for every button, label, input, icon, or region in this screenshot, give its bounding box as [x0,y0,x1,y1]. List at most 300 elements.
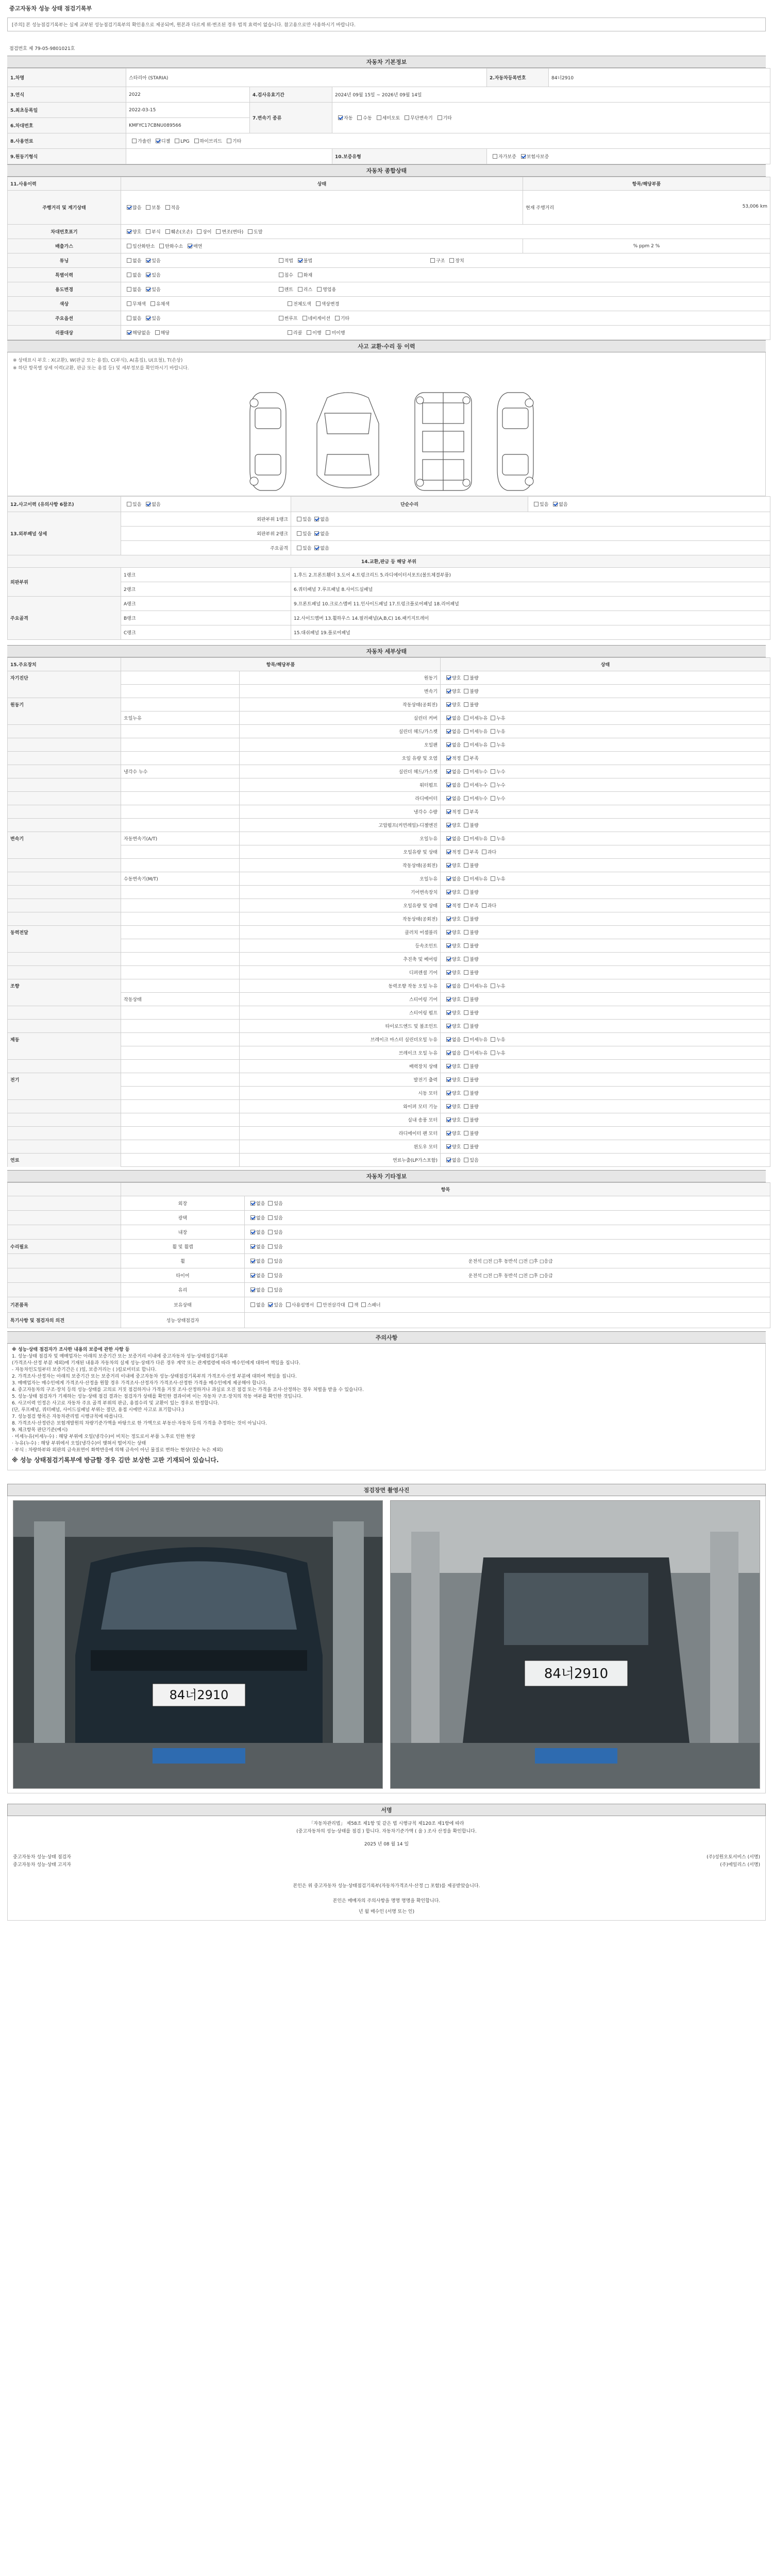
checkbox[interactable] [446,729,451,734]
detail-status [441,886,770,899]
checkbox[interactable] [194,139,199,143]
option [461,1118,478,1123]
option [247,1245,265,1250]
detail-sub [121,939,240,953]
rank-label-2: 2랭크 [121,582,291,597]
detail-row [8,752,770,765]
checkbox[interactable] [491,984,495,988]
detail-sub [121,1033,240,1046]
checkbox[interactable] [446,1024,451,1028]
option-label: 미세누유 [469,743,488,748]
checkbox[interactable] [446,702,451,707]
rank-label-1: 1랭크 [121,568,291,582]
checkbox[interactable] [464,1024,468,1028]
checkbox[interactable] [464,836,468,841]
checkbox[interactable] [175,139,179,143]
general-head-2: 항목/해당부품 [523,177,770,191]
checkbox[interactable] [464,823,468,827]
checkbox[interactable] [165,229,170,234]
checkbox[interactable] [268,1273,273,1278]
checkbox[interactable] [446,756,451,760]
option-label: 없음 [452,1051,461,1056]
checkbox[interactable] [146,273,150,277]
checkbox[interactable] [297,531,301,536]
checkbox[interactable] [464,809,468,814]
note-line: · 미세누유(미세누수) : 해당 부위에 오일(냉각수)이 비치는 정도로서 부품 노후로 인한 현상 [12,1434,195,1439]
checkbox[interactable] [446,970,451,975]
checkbox[interactable] [250,1273,255,1278]
other-item: 내장 [121,1225,245,1240]
checkbox[interactable] [316,301,321,306]
checkbox[interactable] [446,1037,451,1042]
checkbox[interactable] [446,1117,451,1122]
checkbox[interactable] [446,1091,451,1095]
checkbox[interactable] [127,287,131,292]
checkbox[interactable] [534,502,539,506]
sign-left-1: 중고자동차 성능·상태 점검자 [13,1855,71,1860]
detail-status [441,1046,770,1060]
checkbox[interactable] [464,957,468,961]
checkbox[interactable] [482,903,486,908]
detail-group [8,939,121,953]
checkbox[interactable] [279,316,283,320]
option [488,984,505,989]
detail-status [441,765,770,778]
note-line: 8. 가격조사·산정란은 보험개발원의 차량기준가액을 바탕으로 한 가액으로 부동산·자동차 등의 가격을 추정하는 것이 아닙니다. [12,1421,267,1426]
detail-row [8,805,770,819]
detail-group [8,685,121,698]
checkbox[interactable] [250,1230,255,1234]
detail-status [441,1087,770,1100]
checkbox[interactable] [165,205,170,210]
checkbox[interactable] [361,1302,366,1307]
checkbox[interactable] [464,702,468,707]
detail-group [8,872,121,886]
option-label: 불량 [469,823,479,828]
other-status [245,1283,770,1297]
option [443,743,461,748]
option-label: 적정 [452,904,461,909]
checkbox[interactable] [491,876,495,881]
checkbox[interactable] [377,115,381,120]
other-status [245,1313,770,1328]
checkbox[interactable] [146,258,150,263]
option [461,837,488,842]
checkbox[interactable] [449,258,454,263]
checkbox[interactable] [446,917,451,921]
checkbox[interactable] [446,783,451,787]
checkbox[interactable] [227,139,231,143]
detail-sub: 냉각수 누수 [121,765,240,778]
checkbox[interactable] [268,1259,273,1263]
detail-status [441,805,770,819]
option-label: 잭 [354,1303,359,1308]
detail-row [8,1020,770,1033]
checkbox[interactable] [288,301,292,306]
checkbox[interactable] [314,517,319,521]
checkbox[interactable] [298,258,303,263]
checkbox[interactable] [268,1215,273,1220]
option-label: 불량 [469,917,479,922]
checkbox[interactable] [326,330,330,335]
rank-parts-a: 9.프론트패널 10.크로스멤버 11.인사이드패널 17.트렁크플로어패널 18.리어패널 [291,597,770,611]
detail-status [441,1020,770,1033]
checkbox[interactable] [446,716,451,720]
other-status [245,1297,770,1313]
checkbox[interactable] [430,258,435,263]
checkbox[interactable] [446,876,451,881]
detail-sub [121,1127,240,1140]
photos-area [7,1496,766,1793]
checkbox[interactable] [127,205,131,210]
checkbox[interactable] [491,729,495,734]
checkbox[interactable] [159,244,164,248]
detail-row [8,845,770,859]
checkbox[interactable] [250,1259,255,1263]
checkbox[interactable] [464,876,468,881]
option-label: 있음 [274,1201,283,1207]
checkbox[interactable] [464,890,468,894]
detail-group [8,966,121,979]
checkbox[interactable] [491,783,495,787]
checkbox[interactable] [288,330,292,335]
checkbox[interactable] [268,1230,273,1234]
note-line: 3. 매매업자는 매수인에게 가격조사·산정을 원할 경우 가격조사·산정자가 가격조사·산정한 가격을 매수인에게 제공해야 합니다. [12,1381,267,1386]
checkbox[interactable] [446,984,451,988]
option [265,1288,282,1293]
detail-status [441,1154,770,1167]
checkbox[interactable] [127,273,131,277]
option [443,1078,461,1083]
checkbox[interactable] [268,1287,273,1292]
option [265,1201,282,1207]
detail-sub [121,671,240,685]
checkbox[interactable] [464,1010,468,1015]
checkbox[interactable] [297,517,301,521]
checkbox[interactable] [348,1302,353,1307]
checkbox[interactable] [279,287,283,292]
checkbox[interactable] [314,546,319,550]
checkbox[interactable] [464,1077,468,1082]
detail-status [441,832,770,845]
checkbox[interactable] [248,229,253,234]
label-inspection-valid: 4.검사유효기간 [250,87,332,103]
option-label: 누유 [496,984,506,989]
detail-item: 작동상태(공회전) [240,912,441,926]
option-label: 불량 [469,1105,479,1110]
detail-item: 워터펌프 [240,778,441,792]
checkbox[interactable] [464,863,468,868]
rank-label-c: C랭크 [121,625,291,640]
checkbox[interactable] [446,1131,451,1136]
checkbox[interactable] [279,258,283,263]
option-label: 없음 [452,743,461,748]
checkbox[interactable] [307,330,311,335]
other-row [8,1196,770,1211]
note-line: (단, 루프패널, 쿼터패널, 사이드실패널 부위는 절단, 용접 시에만 사고로 표기합니다.) [12,1408,184,1413]
checkbox[interactable] [298,273,303,277]
option-label: 없음 [256,1245,265,1250]
label-year: 3.연식 [8,87,126,103]
checkbox[interactable] [464,943,468,948]
detail-row [8,899,770,912]
detail-group: 원동기 [8,698,121,711]
checkbox[interactable] [464,1091,468,1095]
checkbox[interactable] [491,742,495,747]
detail-status [441,993,770,1006]
frame-part-side-label: 주요골격 [8,597,121,640]
checkbox[interactable] [446,836,451,841]
checkbox[interactable] [464,850,468,854]
checkbox[interactable] [491,1037,495,1042]
detail-status [441,711,770,725]
checkbox[interactable] [127,258,131,263]
checkbox[interactable] [464,675,468,680]
checkbox[interactable] [188,244,192,248]
detail-item: 기어변속장치 [240,886,441,899]
option-label: 없음 [452,730,461,735]
detail-sub [121,886,240,899]
detail-sub [121,1100,240,1113]
checkbox[interactable] [438,115,442,120]
checkbox[interactable] [146,316,150,320]
checkbox[interactable] [297,546,301,550]
checkbox[interactable] [464,903,468,908]
value-reg-number: 84너2910 [549,69,770,87]
checkbox[interactable] [491,796,495,801]
checkbox[interactable] [446,997,451,1002]
checkbox[interactable] [357,115,362,120]
checkbox[interactable] [127,316,131,320]
option [443,810,461,815]
checkbox[interactable] [464,1037,468,1042]
checkbox[interactable] [150,301,155,306]
other-status [245,1196,770,1211]
checkbox[interactable] [464,930,468,935]
checkbox[interactable] [250,1302,255,1307]
checkbox[interactable] [197,229,201,234]
option-label: 불량 [469,1145,479,1150]
other-group [8,1211,121,1225]
checkbox[interactable] [314,531,319,536]
detail-status [441,953,770,966]
checkbox[interactable] [317,287,322,292]
checkbox[interactable] [146,229,150,234]
option [443,1024,461,1029]
detail-item: 라디에이터 팬 모터 [240,1127,441,1140]
detail-group: 연료 [8,1154,121,1167]
checkbox[interactable] [491,716,495,720]
checkbox[interactable] [446,823,451,827]
checkbox[interactable] [446,850,451,854]
detail-group [8,845,121,859]
checkbox[interactable] [464,796,468,801]
checkbox[interactable] [464,716,468,720]
checkbox[interactable] [279,273,283,277]
checkbox[interactable] [446,943,451,948]
checkbox[interactable] [446,1050,451,1055]
checkbox[interactable] [127,502,131,506]
checkbox[interactable] [491,769,495,774]
checkbox[interactable] [464,1158,468,1162]
option [247,1274,265,1279]
detail-status [441,912,770,926]
warranty-options: 자가보증 보험사보증 [487,149,770,164]
sign-line-2: (중고자동차의 성능·상태를 점검 ) 합니다. 자동차기준가액 ( 을 ) 조사 산정을 확인합니다. [296,1829,477,1834]
checkbox[interactable] [464,917,468,921]
checkbox[interactable] [127,244,131,248]
checkbox[interactable] [446,809,451,814]
checkbox[interactable] [286,1302,291,1307]
checkbox[interactable] [446,1064,451,1069]
checkbox[interactable] [127,229,131,234]
checkbox[interactable] [446,957,451,961]
checkbox[interactable] [146,502,150,506]
checkbox[interactable] [250,1287,255,1292]
checkbox[interactable] [464,689,468,693]
emission-value: % ppm 2 % [523,239,770,253]
checkbox[interactable] [127,301,131,306]
checkbox[interactable] [446,1158,451,1162]
parts-header: 14.교환,판금 등 해당 부위 [8,555,770,568]
checkbox[interactable] [464,783,468,787]
checkbox[interactable] [446,1077,451,1082]
detail-status [441,792,770,805]
option-label: 누수 [496,783,506,788]
checkbox[interactable] [446,1010,451,1015]
detail-item: 오일누유 [240,832,441,845]
detail-row [8,1033,770,1046]
detail-row [8,738,770,752]
checkbox[interactable] [553,502,558,506]
checkbox[interactable] [303,316,307,320]
option-label: 불량 [469,944,479,949]
option-label: 불량 [469,689,479,694]
checkbox[interactable] [446,1144,451,1149]
detail-group [8,1087,121,1100]
option [314,1303,345,1308]
checkbox[interactable] [464,769,468,774]
other-label: 특기사항 및 점검자의 의견 [8,1313,121,1328]
option [461,1024,478,1029]
checkbox[interactable] [446,930,451,935]
checkbox[interactable] [464,729,468,734]
rank-parts-1: 1.후드 2.프론트휀더 3.도어 4.트렁크리드 5.라디에이터서포트(볼트체결부품) [291,568,770,582]
detail-sub: 수동변속기(M/T) [121,872,240,886]
option-label: 없음 [256,1230,265,1235]
checkbox[interactable] [146,287,150,292]
damage-hint: ※ 하단 항목별 상세 이력(교환, 판금 또는 용접 등) 및 세부정보를 확인하시기 바랍니다. [13,366,189,371]
checkbox[interactable] [464,1064,468,1069]
checkbox[interactable] [482,850,486,854]
checkbox[interactable] [464,1131,468,1136]
detail-sub [121,845,240,859]
detail-group [8,1060,121,1073]
other-row [8,1283,770,1297]
option [461,1078,478,1083]
rank-parts-c: 15.대쉬패널 19.플로어패널 [291,625,770,640]
damage-legend: ※ 상태표시 부호 : X(교환), W(판금 또는 용접), C(부식), A(흠집), U(요철), T(손상) [13,358,183,363]
checkbox[interactable] [156,139,160,143]
detail-row [8,819,770,832]
other-item: 휠 및 휠캡 [121,1240,245,1254]
checkbox[interactable] [464,1117,468,1122]
option-label: 양호 [452,1091,461,1096]
checkbox[interactable] [446,742,451,747]
checkbox[interactable] [446,675,451,680]
checkbox[interactable] [446,1104,451,1109]
notice-box: [주의] 본 성능점검기록부는 실제 교부된 성능점검기록부의 확인용으로 제공되며, 원본과 다르게 위·변조된 경우 법적 효력이 없습니다. 참고용으로만 사용하시기 바랍니다. [7,18,766,31]
checkbox[interactable] [464,1144,468,1149]
checkbox[interactable] [491,836,495,841]
detail-sub [121,1020,240,1033]
checkbox[interactable] [493,154,497,159]
option [443,904,461,909]
note-line: 7. 성능점검 항목은 자동차관리법 시행규칙에 따릅니다. [12,1414,124,1419]
checkbox[interactable] [155,330,160,335]
option-label: 양호 [452,917,461,922]
checkbox[interactable] [464,1104,468,1109]
checkbox[interactable] [146,205,150,210]
option [488,743,505,748]
checkbox[interactable] [521,154,526,159]
detail-status [441,926,770,939]
checkbox[interactable] [464,756,468,760]
checkbox[interactable] [317,1302,322,1307]
checkbox[interactable] [446,903,451,908]
checkbox[interactable] [464,997,468,1002]
checkbox[interactable] [268,1302,273,1307]
checkbox[interactable] [464,970,468,975]
checkbox[interactable] [268,1201,273,1206]
checkbox[interactable] [250,1244,255,1249]
checkbox[interactable] [446,890,451,894]
checkbox[interactable] [216,229,221,234]
option-label: 양호 [452,703,461,708]
other-item: 유리 [121,1283,245,1297]
checkbox[interactable] [464,984,468,988]
checkbox[interactable] [491,1050,495,1055]
checkbox[interactable] [464,742,468,747]
checkbox[interactable] [405,115,409,120]
checkbox[interactable] [446,796,451,801]
checkbox[interactable] [250,1201,255,1206]
checkbox[interactable] [335,316,340,320]
checkbox[interactable] [250,1215,255,1220]
detail-group: 자기진단 [8,671,121,685]
checkbox[interactable] [446,769,451,774]
checkbox[interactable] [338,115,343,120]
notes-block [7,1344,766,1470]
option [443,850,461,855]
checkbox[interactable] [446,689,451,693]
detail-status [441,1006,770,1020]
checkbox[interactable] [268,1244,273,1249]
detail-item: 라디에이터 [240,792,441,805]
detail-row [8,725,770,738]
option-label: 미세누수 [469,796,488,802]
other-item: 휠 [121,1254,245,1268]
checkbox[interactable] [127,330,131,335]
checkbox[interactable] [446,863,451,868]
checkbox[interactable] [298,287,303,292]
other-row [8,1268,770,1283]
detail-status [441,725,770,738]
other-row2 [8,1313,770,1328]
checkbox[interactable] [464,1050,468,1055]
checkbox[interactable] [132,139,137,143]
detail-sub [121,778,240,792]
